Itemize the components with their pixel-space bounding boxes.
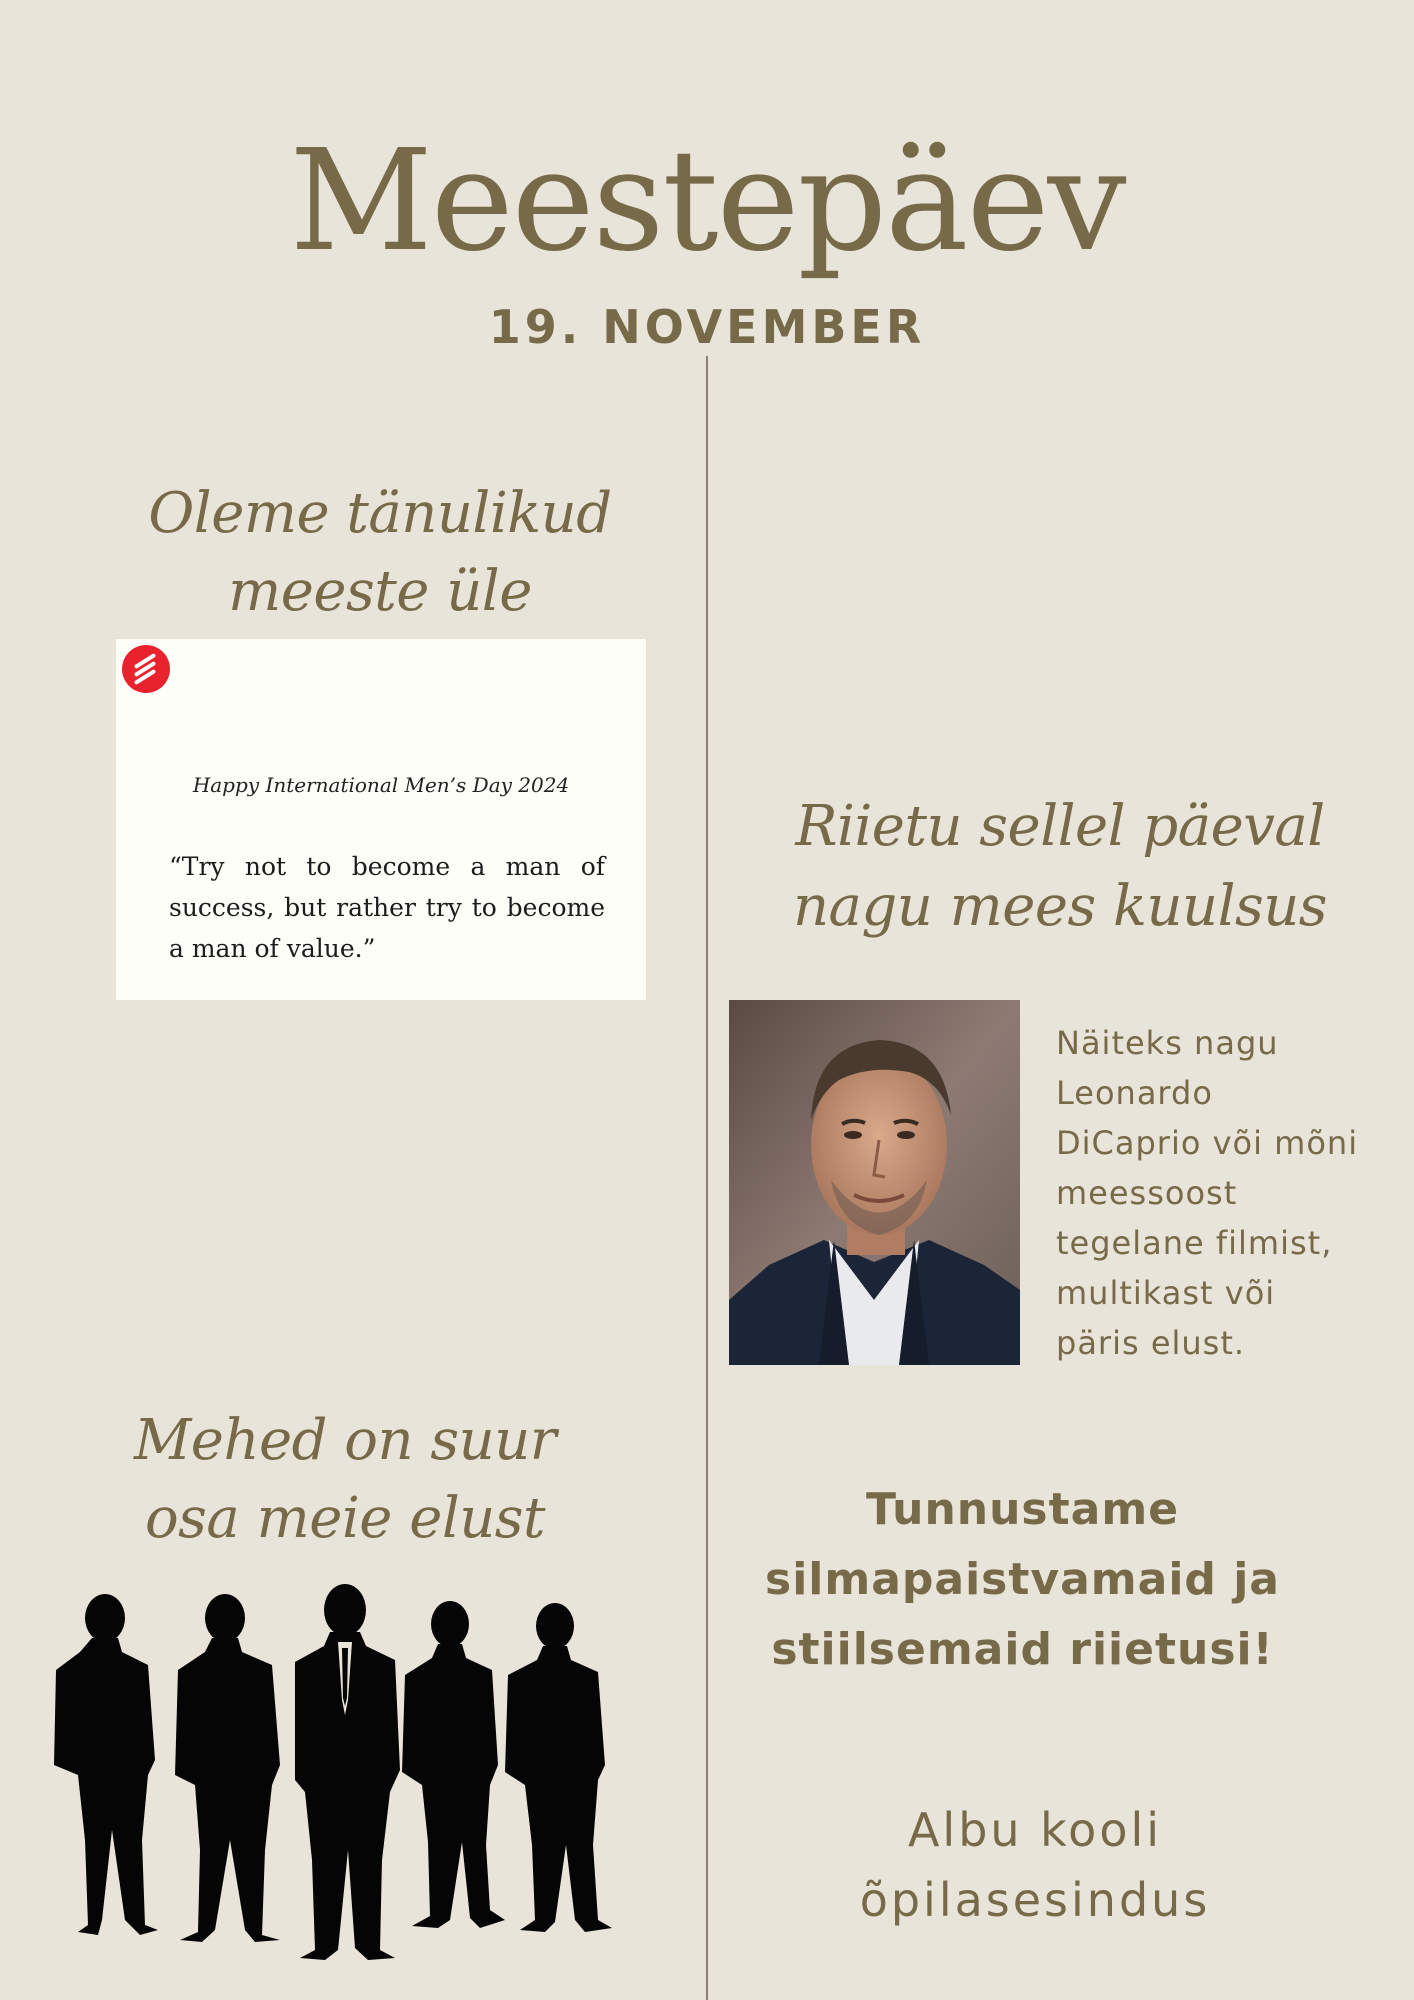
dress-up-heading [735, 787, 1385, 947]
grateful-heading-line-1: Oleme tänulikud [148, 481, 612, 546]
quote-text: “Try not to become a man of success, but rather try to become a man of value.” [169, 852, 605, 963]
men-heading-line-1: Mehed on suur [133, 1408, 557, 1473]
quote-caption: Happy International Men’s Day 2024 [192, 773, 570, 797]
callout-line: silmapaistvamaid ja [765, 1554, 1280, 1605]
men-heading [75, 1402, 615, 1558]
dress-up-heading-line-2: nagu mees kuulsus [792, 874, 1328, 939]
quote-card [116, 639, 646, 1000]
signature-line: õpilasesindus [859, 1873, 1211, 1927]
grateful-heading-line-2: meeste üle [228, 559, 532, 624]
celebrity-portrait-photo [729, 1000, 1020, 1365]
dress-example-text [1056, 1018, 1376, 1368]
callout-line: stiilsemaid riietusi! [771, 1624, 1274, 1675]
dress-example-line: meessoost [1056, 1174, 1238, 1212]
dress-example-line: päris elust. [1056, 1324, 1246, 1362]
dress-example-line: tegelane filmist, [1056, 1224, 1333, 1262]
organizer-signature [790, 1795, 1280, 1935]
dress-example-line: multikast või [1056, 1274, 1276, 1312]
dress-example-line: Näiteks nagu [1056, 1024, 1279, 1062]
dress-example-line: DiCaprio või mõni [1056, 1124, 1359, 1162]
column-divider [706, 356, 708, 2000]
men-heading-line-2: osa meie elust [144, 1486, 546, 1551]
indian-express-logo-icon [122, 645, 170, 693]
recognition-callout [740, 1475, 1305, 1685]
page-title: Meestepäev [289, 120, 1125, 283]
event-date: 19. NOVEMBER [488, 300, 926, 354]
callout-line: Tunnustame [865, 1484, 1180, 1535]
grateful-heading [110, 475, 650, 631]
dress-up-heading-line-1: Riietu sellel päeval [795, 794, 1325, 859]
group-of-men-silhouette-icon [50, 1580, 630, 1980]
dress-example-line: Leonardo [1056, 1074, 1213, 1112]
signature-line: Albu kooli [907, 1803, 1163, 1857]
